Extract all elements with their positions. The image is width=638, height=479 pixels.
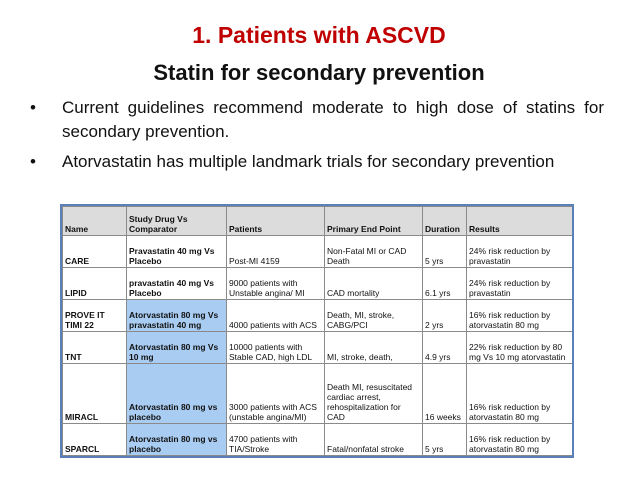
cell-end-point: Fatal/nonfatal stroke xyxy=(325,423,423,455)
bullet-item xyxy=(26,96,604,144)
cell-patients: 4000 patients with ACS xyxy=(227,300,325,332)
cell-duration: 5 yrs xyxy=(423,423,467,455)
cell-name: CARE xyxy=(63,236,127,268)
bullet-text: Atorvastatin has multiple landmark trials for secondary prevention xyxy=(62,152,555,171)
header-study-drug: Study Drug Vs Comparator xyxy=(127,207,227,236)
cell-name: MIRACL xyxy=(63,364,127,424)
header-results: Results xyxy=(467,207,573,236)
cell-results: 16% risk reduction by atorvastatin 80 mg xyxy=(467,364,573,424)
cell-name: TNT xyxy=(63,332,127,364)
slide-subtitle: Statin for secondary prevention xyxy=(153,60,485,85)
cell-study-drug-highlighted: Atorvastatin 80 mg vs placebo xyxy=(127,364,227,424)
cell-end-point: Death MI, resuscitated cardiac arrest, rehospitalization for CAD xyxy=(325,364,423,424)
slide-title: 1. Patients with ASCVD xyxy=(192,22,446,48)
cell-end-point: Death, MI, stroke, CABG/PCI xyxy=(325,300,423,332)
cell-duration: 6.1 yrs xyxy=(423,268,467,300)
cell-study-drug-highlighted: Atorvastatin 80 mg Vs pravastatin 40 mg xyxy=(127,300,227,332)
cell-study-drug-highlighted: Atorvastatin 80 mg Vs 10 mg xyxy=(127,332,227,364)
table-row xyxy=(63,300,573,332)
table-row xyxy=(63,236,573,268)
cell-end-point: MI, stroke, death, xyxy=(325,332,423,364)
cell-patients: 9000 patients with Unstable angina/ MI xyxy=(227,268,325,300)
table-row xyxy=(63,364,573,424)
bullet-icon: • xyxy=(30,98,36,117)
bullet-text: Current guidelines recommend moderate to high dose of statins for secondary prevention. xyxy=(62,98,604,141)
cell-results: 16% risk reduction by atorvastatin 80 mg xyxy=(467,423,573,455)
header-duration: Duration xyxy=(423,207,467,236)
header-primary-end-point: Primary End Point xyxy=(325,207,423,236)
cell-results: 24% risk reduction by pravastatin xyxy=(467,236,573,268)
cell-name: PROVE IT TIMI 22 xyxy=(63,300,127,332)
cell-duration: 4.9 yrs xyxy=(423,332,467,364)
cell-patients: Post-MI 4159 xyxy=(227,236,325,268)
bullet-icon: • xyxy=(30,152,36,171)
bullet-list xyxy=(26,96,604,180)
bullet-item xyxy=(26,150,604,174)
header-patients: Patients xyxy=(227,207,325,236)
cell-end-point: CAD mortality xyxy=(325,268,423,300)
cell-end-point: Non-Fatal MI or CAD Death xyxy=(325,236,423,268)
table-row xyxy=(63,268,573,300)
cell-duration: 16 weeks xyxy=(423,364,467,424)
cell-patients: 3000 patients with ACS (unstable angina/MI) xyxy=(227,364,325,424)
header-name: Name xyxy=(63,207,127,236)
cell-study-drug: Pravastatin 40 mg Vs Placebo xyxy=(127,236,227,268)
cell-name: LIPID xyxy=(63,268,127,300)
cell-results: 24% risk reduction by pravastatin xyxy=(467,268,573,300)
cell-study-drug-highlighted: Atorvastatin 80 mg vs placebo xyxy=(127,423,227,455)
cell-duration: 2 yrs xyxy=(423,300,467,332)
cell-name: SPARCL xyxy=(63,423,127,455)
cell-study-drug: pravastatin 40 mg Vs Placebo xyxy=(127,268,227,300)
cell-duration: 5 yrs xyxy=(423,236,467,268)
cell-patients: 4700 patients with TIA/Stroke xyxy=(227,423,325,455)
table-row xyxy=(63,332,573,364)
table-header-row xyxy=(63,207,573,236)
statin-trials-table xyxy=(60,204,574,458)
table-row xyxy=(63,423,573,455)
cell-results: 16% risk reduction by atorvastatin 80 mg xyxy=(467,300,573,332)
cell-results: 22% risk reduction by 80 mg Vs 10 mg atorvastatin xyxy=(467,332,573,364)
cell-patients: 10000 patients with Stable CAD, high LDL xyxy=(227,332,325,364)
